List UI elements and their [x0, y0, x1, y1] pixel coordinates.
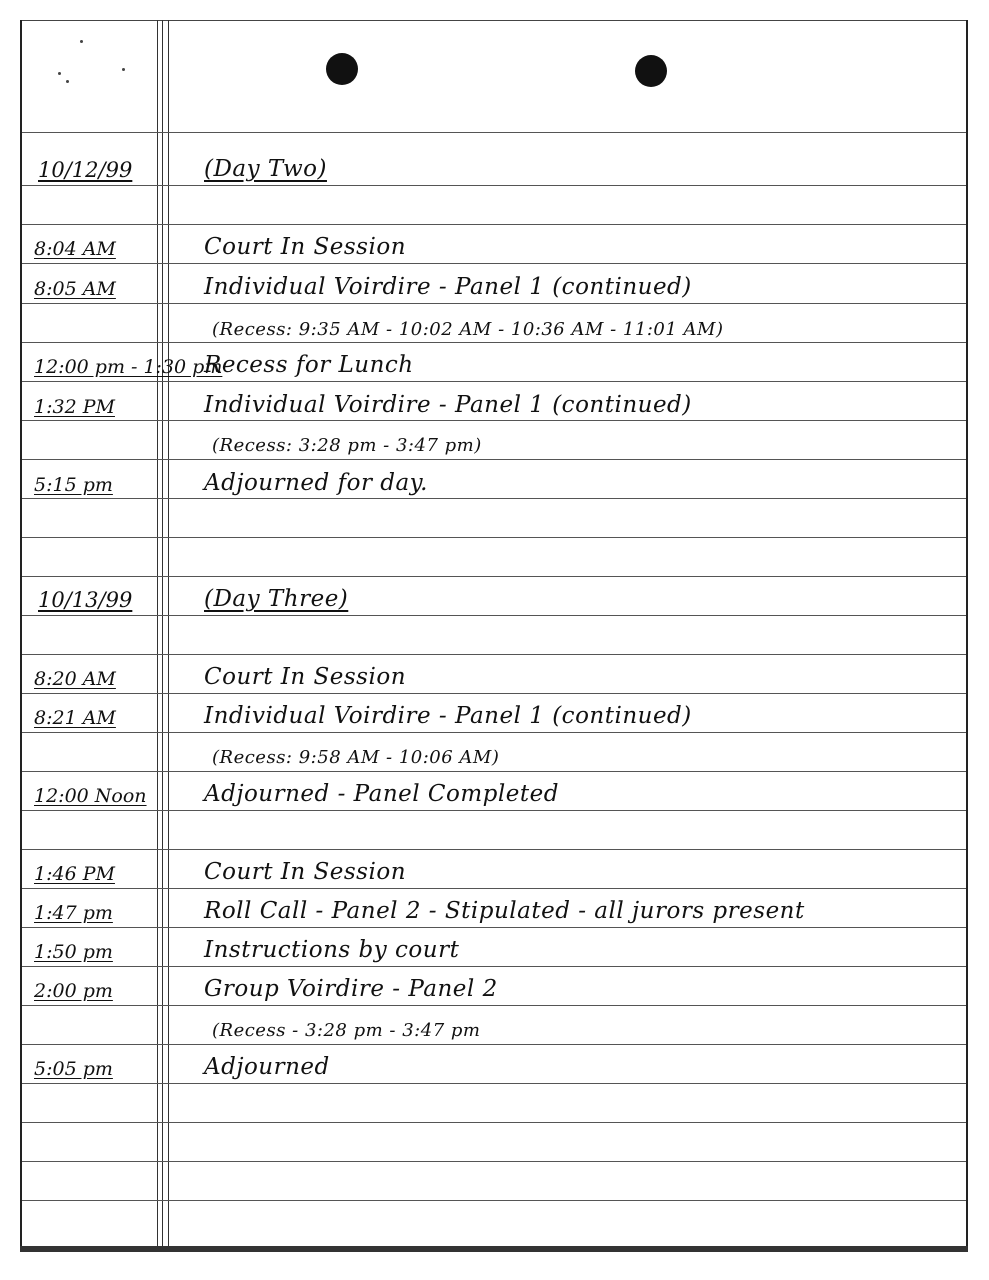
log-row — [0, 308, 989, 344]
log-entry-recess: (Recess: 9:35 AM - 10:02 AM - 10:36 AM - 11:01 AM) — [212, 319, 724, 340]
log-row — [0, 424, 989, 460]
log-day-label: (Day Three) — [204, 586, 349, 612]
log-entry: Individual Voirdire - Panel 1 (continued) — [204, 392, 692, 418]
ruled-line — [22, 576, 966, 577]
log-row — [0, 268, 989, 304]
log-date: 10/12/99 — [38, 158, 133, 182]
log-entry: Recess for Lunch — [204, 352, 414, 378]
log-date: 10/13/99 — [38, 588, 133, 612]
log-time: 5:15 pm — [34, 474, 113, 496]
paper-speck — [58, 72, 61, 75]
log-entry: Court In Session — [204, 234, 407, 260]
log-entry: Adjourned - Panel Completed — [204, 781, 559, 807]
paper-speck — [66, 80, 69, 83]
ruled-line — [22, 1200, 966, 1201]
log-time: 8:05 AM — [34, 278, 116, 300]
log-row — [0, 853, 989, 889]
ruled-line — [22, 132, 966, 133]
log-entry: Individual Voirdire - Panel 1 (continued) — [204, 703, 692, 729]
ruled-line — [22, 224, 966, 225]
log-entry: Individual Voirdire - Panel 1 (continued) — [204, 274, 692, 300]
log-entry-recess: (Recess - 3:28 pm - 3:47 pm — [212, 1020, 481, 1041]
log-row — [0, 228, 989, 264]
log-time: 12:00 pm - 1:30 pm — [34, 356, 223, 378]
log-row — [0, 1009, 989, 1045]
log-entry: Adjourned for day. — [204, 470, 428, 496]
log-entry: Roll Call - Panel 2 - Stipulated - all jurors present — [204, 898, 805, 924]
ruled-line — [22, 537, 966, 538]
ruled-line — [22, 849, 966, 850]
log-entry: Instructions by court — [204, 937, 460, 963]
log-row — [0, 775, 989, 811]
ruled-line — [22, 1161, 966, 1162]
log-row — [0, 464, 989, 500]
log-time: 5:05 pm — [34, 1058, 113, 1080]
log-row — [0, 931, 989, 967]
log-time: 8:04 AM — [34, 238, 116, 260]
punch-hole — [635, 55, 667, 87]
log-row — [0, 970, 989, 1006]
log-time: 8:20 AM — [34, 668, 116, 690]
log-time: 2:00 pm — [34, 980, 113, 1002]
log-time: 1:50 pm — [34, 941, 113, 963]
log-day-label: (Day Two) — [204, 156, 327, 182]
log-entry: Court In Session — [204, 859, 407, 885]
log-row — [0, 386, 989, 422]
log-entry: Group Voirdire - Panel 2 — [204, 976, 498, 1002]
log-row — [0, 736, 989, 772]
log-entry: Court In Session — [204, 664, 407, 690]
log-time: 8:21 AM — [34, 707, 116, 729]
paper-speck — [122, 68, 125, 71]
ruled-line — [22, 1122, 966, 1123]
log-row — [0, 892, 989, 928]
log-row — [0, 1048, 989, 1084]
log-row — [0, 658, 989, 694]
punch-hole — [326, 53, 358, 85]
log-time: 1:47 pm — [34, 902, 113, 924]
log-row — [0, 697, 989, 733]
log-row-day-two-header — [0, 150, 989, 186]
log-time: 1:46 PM — [34, 863, 115, 885]
log-entry-recess: (Recess: 9:58 AM - 10:06 AM) — [212, 747, 500, 768]
log-entry: Adjourned — [204, 1054, 330, 1080]
log-row — [0, 346, 989, 382]
ruled-line — [22, 654, 966, 655]
log-time: 1:32 PM — [34, 396, 115, 418]
log-row-day-three-header — [0, 580, 989, 616]
paper-speck — [80, 40, 83, 43]
log-entry-recess: (Recess: 3:28 pm - 3:47 pm) — [212, 435, 482, 456]
log-time: 12:00 Noon — [34, 785, 147, 807]
